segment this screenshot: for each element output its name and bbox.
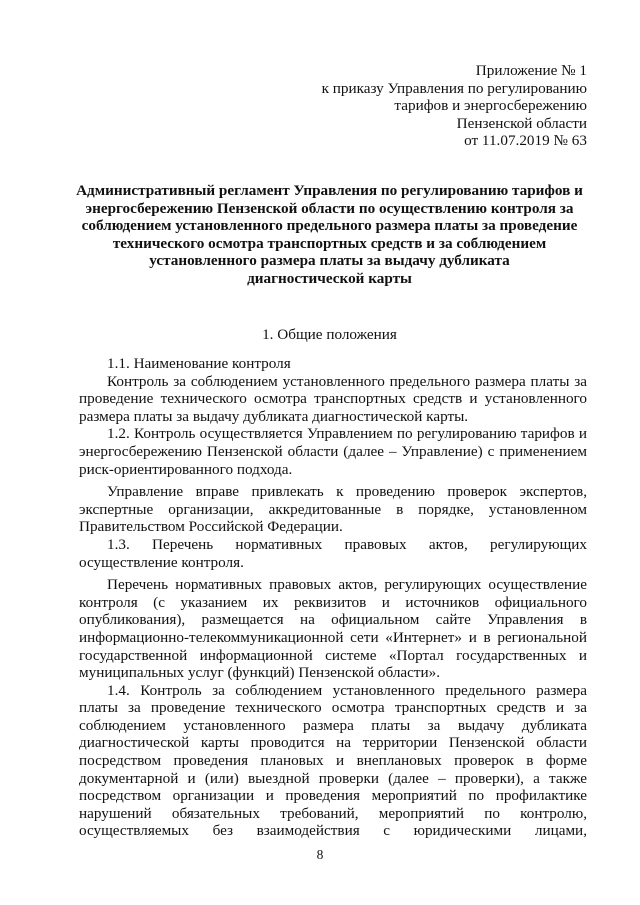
text-line: нарушений обязательных требований, мероприятий по контролю, bbox=[79, 804, 587, 822]
text-line: 1.2. Контроль осуществляется Управлением по регулированию тарифов и bbox=[107, 425, 587, 443]
text-line: риск-ориентированного подхода. bbox=[79, 460, 293, 478]
text-line: осуществление контроля. bbox=[79, 553, 244, 571]
text-line: посредством организации и проведения мероприятий по профилактике bbox=[79, 787, 587, 805]
text-line: проведение технического осмотра транспортных средств и установленного bbox=[79, 390, 587, 408]
text-line: 1.4. Контроль за соблюдением установленного предельного размера bbox=[107, 681, 587, 699]
text-line: государственной информационной системе «Портал государственных и bbox=[79, 646, 587, 664]
text-line: 1.1. Наименование контроля bbox=[107, 355, 291, 372]
title-line: установленного размера платы за выдачу дубликата bbox=[149, 252, 510, 270]
annex-line: к приказу Управления по регулированию bbox=[321, 79, 587, 97]
text-line: опубликования), размещается на официальном сайте Управления в bbox=[79, 611, 587, 629]
text-line: диагностической карты проводится на территории Пензенской области bbox=[79, 734, 587, 752]
text-line: документарной и (или) выездной проверки (далее – проверки), а также bbox=[79, 769, 587, 787]
text-line: соблюдением установленного размера платы за выдачу дубликата bbox=[79, 716, 587, 734]
text-line: посредством проведения плановых и внеплановых проверок в форме bbox=[79, 752, 587, 770]
text-line: размера платы за выдачу дубликата диагностической карты. bbox=[79, 407, 469, 425]
title-line: диагностической карты bbox=[247, 269, 412, 287]
text-line: экспертные организации, аккредитованные в порядке, установленном bbox=[79, 500, 587, 518]
title-line: технического осмотра транспортных средств и за соблюдением bbox=[112, 234, 547, 252]
text-line: Правительством Российской Федерации. bbox=[79, 518, 343, 536]
text-line: платы за проведение технического осмотра транспортных средств и за bbox=[79, 699, 587, 717]
title-line: Административный регламент Управления по регулированию тарифов и bbox=[76, 182, 583, 199]
document-title bbox=[72, 182, 587, 288]
text-line: Управление вправе привлекать к проведению проверок экспертов, bbox=[107, 483, 587, 501]
annex-line: тарифов и энергосбережению bbox=[394, 97, 587, 115]
body-text bbox=[79, 355, 587, 840]
annex-header bbox=[322, 62, 587, 150]
section-heading: 1. Общие положения bbox=[262, 326, 397, 343]
text-line: Контроль за соблюдением установленного предельного размера платы за bbox=[107, 372, 587, 390]
text-line: контроля (с указанием их реквизитов и источников официального bbox=[79, 593, 587, 611]
annex-line: Пензенской области bbox=[456, 114, 587, 132]
title-line: энергосбережению Пензенской области по осуществлению контроля за bbox=[85, 199, 574, 217]
title-line: соблюдением установленного предельного размера платы за проведение bbox=[81, 217, 578, 235]
text-line: осуществляемых без взаимодействия с юридическими лицами, bbox=[79, 822, 587, 840]
page-number: 8 bbox=[316, 847, 324, 862]
text-line: 1.3. Перечень нормативных правовых актов, регулирующих bbox=[107, 535, 587, 553]
text-line: информационно-телекоммуникационной сети «Интернет» и в региональной bbox=[79, 628, 587, 646]
annex-line: от 11.07.2019 № 63 bbox=[464, 132, 587, 150]
text-line: энергосбережению Пензенской области (далее – Управление) с применением bbox=[79, 442, 587, 460]
text-line: муниципальных услуг (функций) Пензенской области». bbox=[79, 664, 441, 682]
text-line: Перечень нормативных правовых актов, регулирующих осуществление bbox=[107, 576, 587, 594]
annex-line: Приложение № 1 bbox=[475, 62, 587, 79]
